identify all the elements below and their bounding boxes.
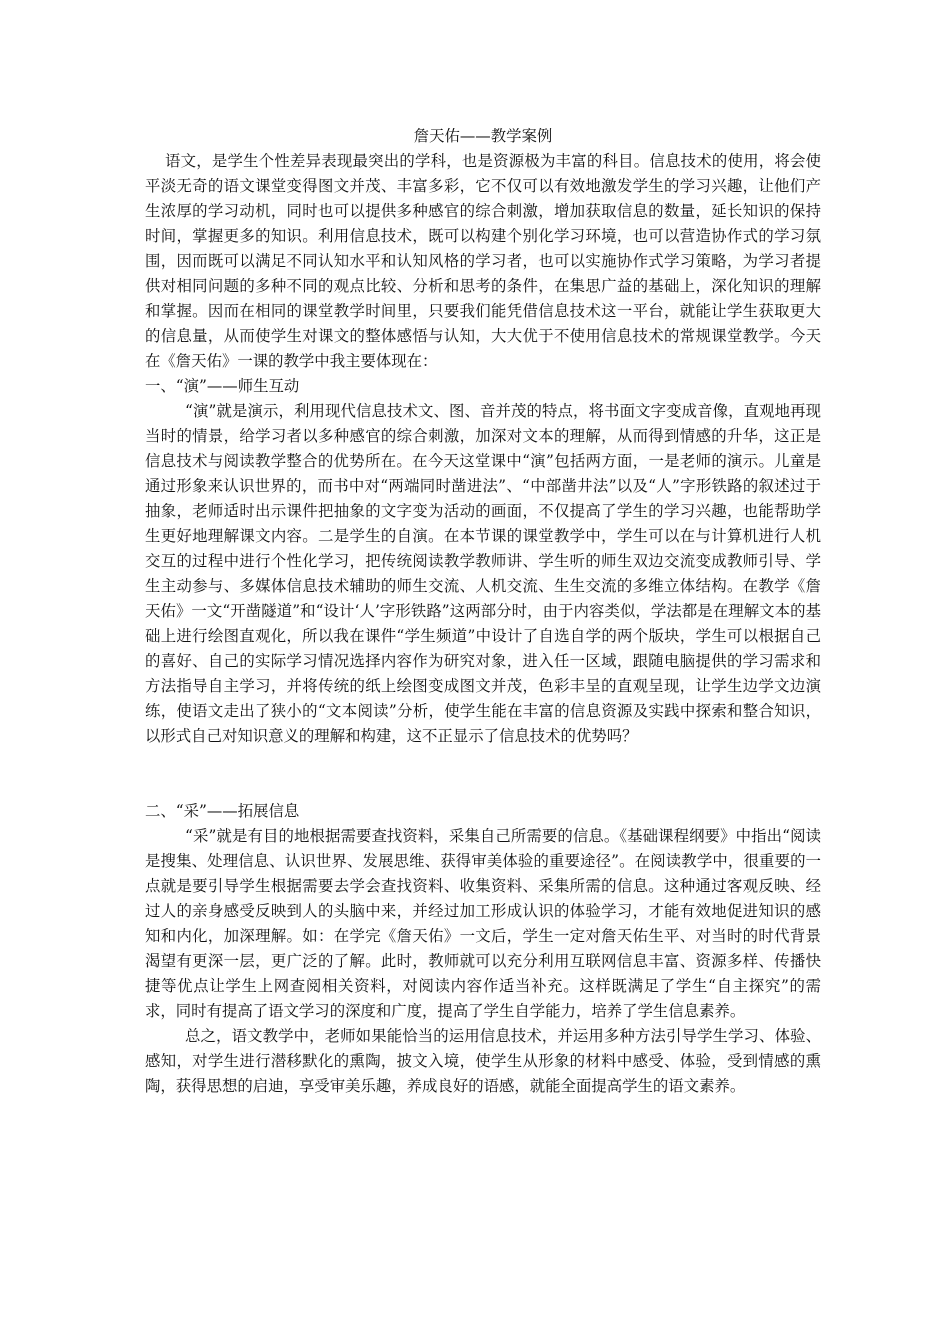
section-heading-1: 一、“演”——师生互动 [145, 377, 300, 395]
conclusion-paragraph: 总之，语文教学中，老师如果能恰当的运用信息技术，并运用多种方法引导学生学习、体验、感知，对学生进行潜移默化的熏陶，披文入境，使学生从形象的材料中感受、体验，受到情感的熏陶，获得思想的启迪，享受审美乐趣，养成良好的语感，就能全面提高学生的语文素养。 [145, 1027, 821, 1095]
section-heading-2: 二、“采”——拓展信息 [145, 802, 300, 820]
intro-paragraph: 语文，是学生个性差异表现最突出的学科，也是资源极为丰富的科目。信息技术的使用，将会使平淡无奇的语文课堂变得图文并茂、丰富多彩，它不仅可以有效地激发学生的学习兴趣，让他们产生浓厚的学习动机，同时也可以提供多种感官的综合刺激，增加获取信息的数量，延长知识的保持时间，掌握更多的知识。利用信息技术，既可以构建个别化学习环境，也可以营造协作式的学习氛围，因而既可以满足不同认知水平和认知风格的学习者，也可以实施协作式学习策略，为学习者提供对相同问题的多种不同的观点比较、分析和思考的条件，在集思广益的基础上，深化知识的理解和掌握。因而在相同的课堂教学时间里，只要我们能凭借信息技术这一平台，就能让学生获取更大的信息量，从而使学生对课文的整体感悟与认知，大大优于不使用信息技术的常规课堂教学。今天在《詹天佑》一课的教学中我主要体现在： [145, 152, 821, 370]
document-page [145, 124, 821, 1099]
section-body-1: “演”就是演示，利用现代信息技术文、图、音并茂的特点，将书面文字变成音像，直观地再现当时的情景，给学习者以多种感官的综合刺激，加深对文本的理解，从而得到情感的升华，这正是信息技术与阅读教学整合的优势所在。在今天这堂课中“演”包括两方面，一是老师的演示。儿童是通过形象来认识世界的，而书中对“两端同时凿进法”、“中部凿井法”以及“人”字形铁路的叙述过于抽象，老师适时出示课件把抽象的文字变为活动的画面，不仅提高了学生的学习兴趣，也能帮助学生更好地理解课文内容。二是学生的自演。在本节课的课堂教学中，学生可以在与计算机进行人机交互的过程中进行个性化学习，把传统阅读教学教师讲、学生听的师生双边交流变成教师引导、学生主动参与、多媒体信息技术辅助的师生交流、人机交流、生生交流的多维立体结构。在教学《詹天佑》一文“开凿隧道”和“设计‘人’字形铁路”这两部分时，由于内容类似，学法都是在理解文本的基础上进行绘图直观化，所以我在课件“学生频道”中设计了自选自学的两个版块，学生可以根据自己的喜好、自己的实际学习情况选择内容作为研究对象，进入任一区域，跟随电脑提供的学习需求和方法指导自主学习，并将传统的纸上绘图变成图文并茂，色彩丰呈的直观呈现，让学生边学文边演练，使语文走出了狭小的“文本阅读”分析，使学生能在丰富的信息资源及实践中探索和整合知识，以形式自己对知识意义的理解和构建，这不正显示了信息技术的优势吗？ [145, 402, 821, 745]
section-body-2: “采”就是有目的地根据需要查找资料，采集自己所需要的信息。《基础课程纲要》中指出“阅读是搜集、处理信息、认识世界、发展思维、获得审美体验的重要途径”。在阅读教学中，很重要的一点就是要引导学生根据需要去学会查找资料、收集资料、采集所需的信息。这种通过客观反映、经过人的亲身感受反映到人的头脑中来，并经过加工形成认识的体验学习，才能有效地促进知识的感知和内化，加深理解。如：在学完《詹天佑》一文后，学生一定对詹天佑生平、对当时的时代背景渴望有更深一层，更广泛的了解。此时，教师就可以充分利用互联网信息丰富、资源多样、传播快捷等优点让学生上网查阅相关资料，对阅读内容作适当补充。这样既满足了学生“自主探究”的需求，同时有提高了语文学习的深度和广度，提高了学生自学能力，培养了学生信息素养。 [145, 827, 821, 1020]
section-gap [145, 749, 821, 799]
document-title: 詹天佑——教学案例 [413, 127, 553, 145]
